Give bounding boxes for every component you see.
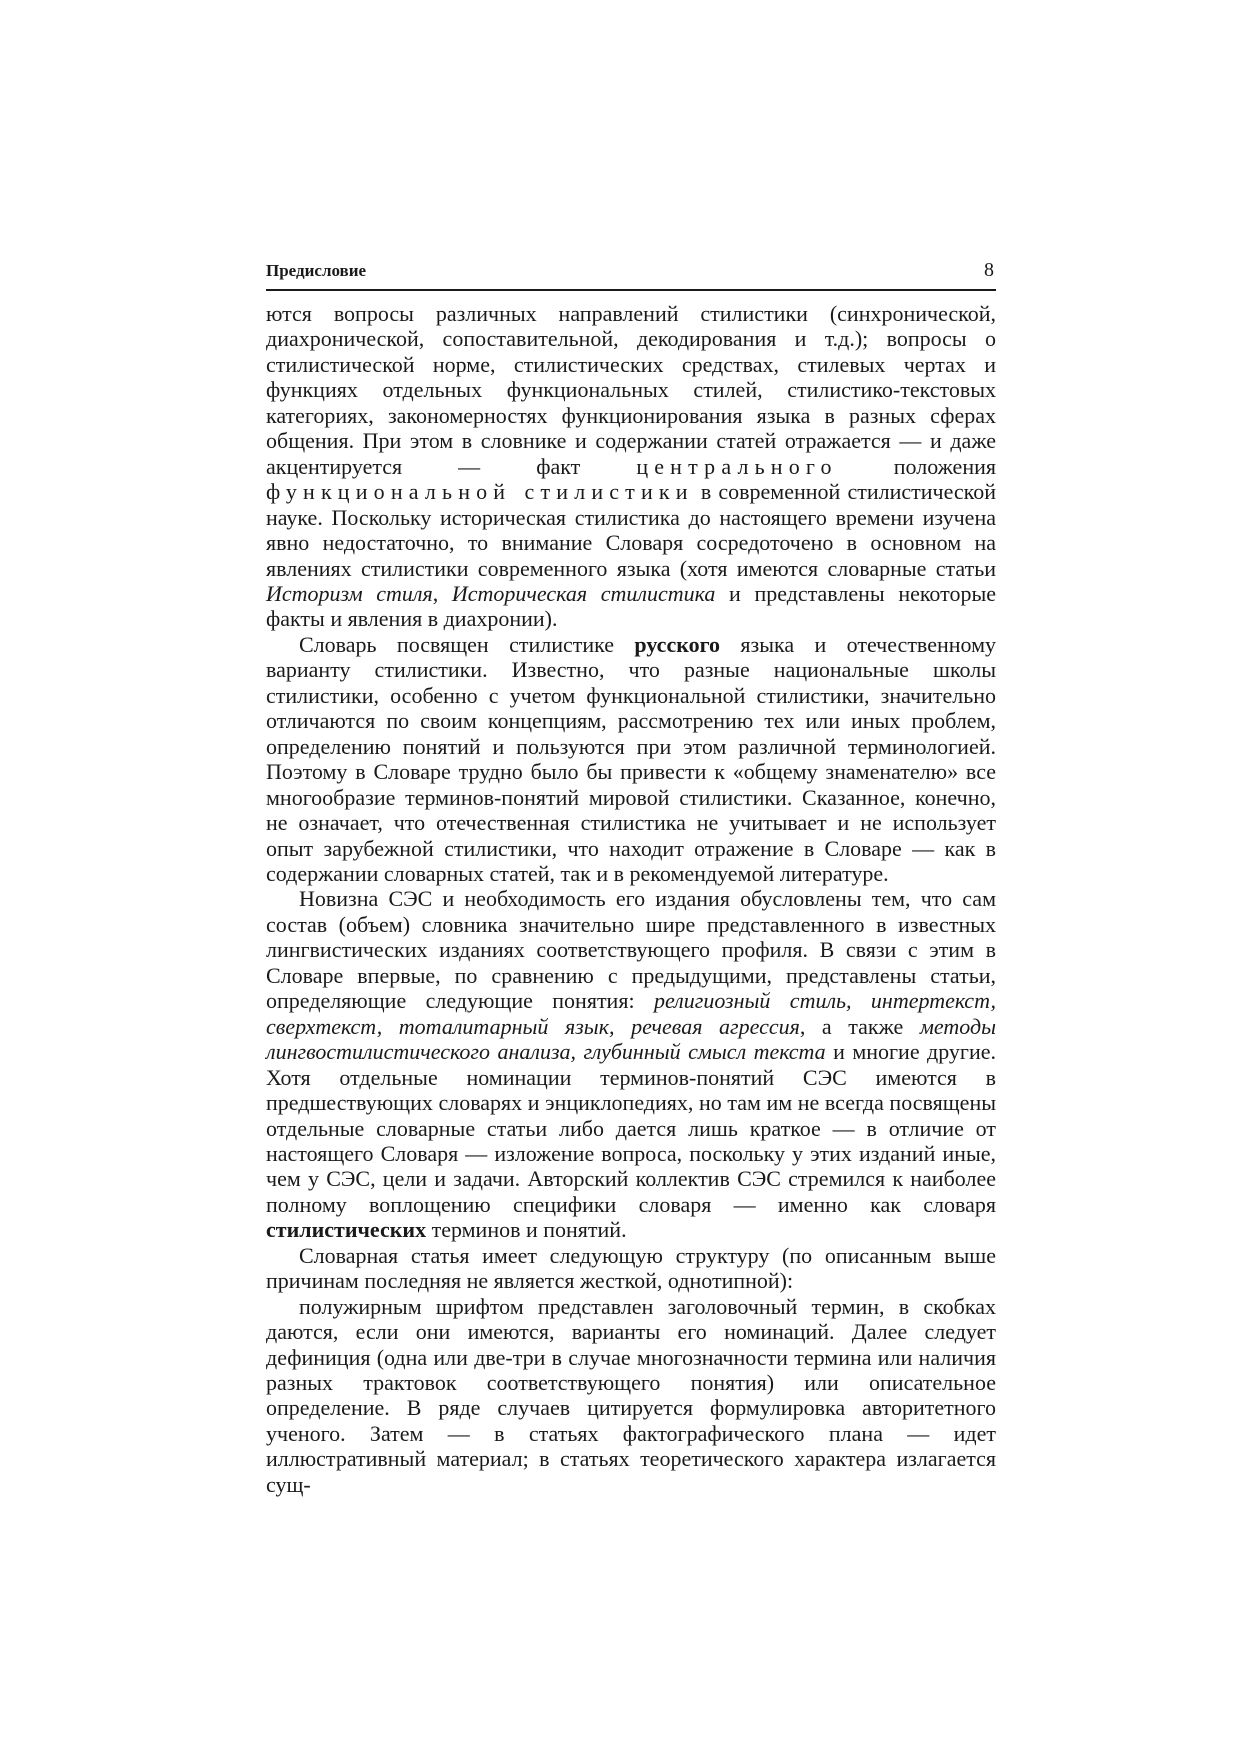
paragraph-1 [266,301,996,632]
paragraph-4 [266,1243,996,1294]
italic-term: методы лингвостилистического анализа, глубинный смысл текста [266,1013,996,1065]
text-run: , [432,580,452,606]
italic-term: Историзм стиля [266,580,433,606]
italic-term: Историческая стилистика [451,580,716,606]
italic-term: религиозный стиль, интертекст, сверхтекст, тоталитарный язык, речевая агрессия [266,988,997,1039]
text-run: Новизна СЭС и необходимость его издания обусловлены тем, что сам состав (объем) словника значительно шире представленного в известных лингвистических изданиях соответствующего профиля. В связи с этим в Словаре впервые, по сравнению с предыдущими, представлены статьи, определяющие следующие понятия: [266,886,996,1014]
text-run: положения [837,453,996,479]
spaced-term: центрального [636,453,838,479]
bold-term: стилистических [266,1217,427,1243]
text-run: Словарная статья имеет следующую структуру (по описанным выше причинам последняя не является жесткой, однотипной): [266,1242,996,1294]
body-text [266,301,996,1497]
text-run: Словарь посвящен стилистике [299,631,635,657]
text-run: и многие другие. Хотя отдельные номинации терминов-понятий СЭС имеются в предшествующих словарях и энциклопедиях, но там им не всегда посвящены отдельные словарные статьи либо дается лишь краткое — в отличие от настоящего Словаря — изложение вопроса, поскольку у этих изданий иные, чем у СЭС, цели и задачи. Авторский коллектив СЭС стремился к наиболее полному воплощению специфики словаря — именно как словаря [266,1039,996,1217]
spaced-term: функциональной стилистики [266,479,694,505]
text-run: в современной стилистической науке. Поскольку историческая стилистика до настоящего времени изучена явно недостаточно, то внимание Словаря сосредоточено в основном на явлениях стилистики современного языка (хотя имеются словарные статьи [266,479,996,581]
running-head: Предисловие [266,261,367,280]
text-run: и представлены некоторые факты и явления в диахронии). [266,580,997,632]
paragraph-2 [266,632,996,887]
text-run: терминов и понятий. [426,1217,627,1243]
text-run: ются вопросы различных направлений стилистики (синхронической, диахронической, сопоставительной, декодирования и т.д.); вопросы о стилистической норме, стилистических средствах, стилевых чертах и функциях отдельных функциональных стилей, стилистико-текстовых категориях, закономерностях функционирования языка в разных сферах общения. При этом в словнике и содержании статей отражается — и даже акцентируется — факт [266,301,996,479]
bold-term: русского [634,631,721,657]
paragraph-3 [266,886,996,1242]
page-header [266,259,996,291]
page-number: 8 [984,259,994,281]
text-run: , а также [799,1013,920,1039]
paragraph-5 [266,1294,996,1498]
text-run: полужирным шрифтом представлен заголовочный термин, в скобках даются, если они имеются, варианты его номинаций. Далее следует дефиниция (одна или две-три в случае многозначности термина или наличия разных трактовок соответствующего понятия) или описательное определение. В ряде случаев цитируется формулировка авторитетного ученого. Затем — в статьях фактографического плана — идет иллюстративный материал; в статьях теоретического характера излагается сущ- [266,1293,996,1497]
text-run: языка и отечественному варианту стилистики. Известно, что разные национальные школы стилистики, особенно с учетом функциональной стилистики, значительно отличаются по своим концепциям, рассмотрению тех или иных проблем, определению понятий и пользуются при этом различной терминологией. Поэтому в Словаре трудно было бы привести к «общему знаменателю» все многообразие терминов-понятий мировой стилистики. Сказанное, конечно, не означает, что отечественная стилистика не учитывает и не использует опыт зарубежной стилистики, что находит отражение в Словаре — как в содержании словарных статей, так и в рекомендуемой литературе. [266,631,997,886]
